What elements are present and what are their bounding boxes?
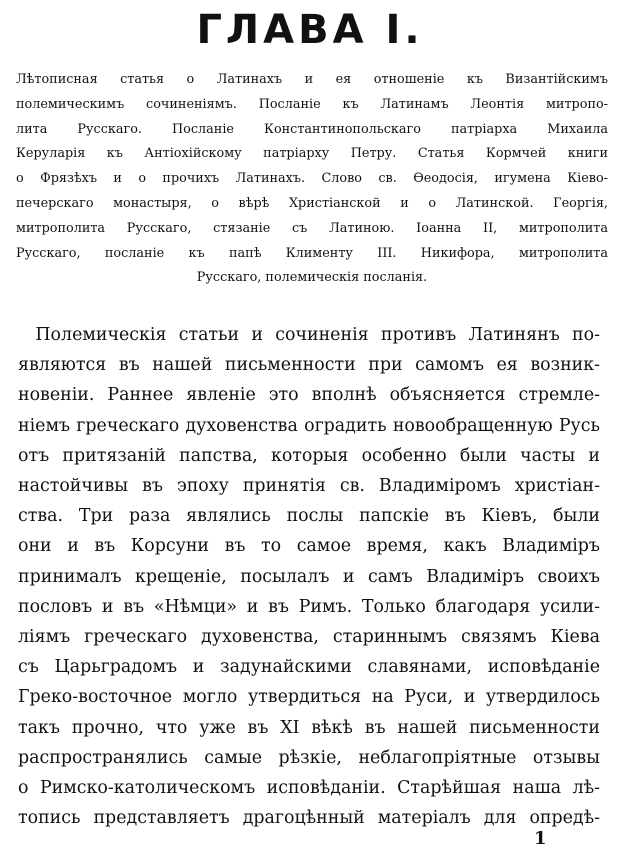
body-line: съ Царьградомъ и задунайскими славянами, исповѣданіе [18,657,600,678]
summary-line: Керуларія къ Антіохійскому патріарху Петру. Статья Кормчей книги [16,146,608,162]
summary-line: Лѣтописная статья о Латинахъ и ея отношеніе къ Византійскимъ [16,72,608,87]
body-line: топись представляетъ драгоцѣнный матеріалъ для опредѣ- [18,808,600,829]
summary-line: Русскаго, полемическія посланія. [196,270,428,286]
body-line: новеніи. Раннее явленіе это вполнѣ объясняется стремле- [18,385,600,406]
summary-line: лита Русскаго. Посланіе Константинопольскаго патріарха Михаила [16,121,608,137]
summary-line: о Фрязѣхъ и о прочихъ Латинахъ. Слово св. Ѳеодосія, игумена Кіево- [16,171,608,187]
body-line: ліямъ греческаго духовенства, стариннымъ связямъ Кіева [18,627,600,648]
body-line: ства. Три раза являлись послы папскіе въ Кіевъ, были [18,506,600,527]
body-line: Полемическія статьи и сочиненія противъ Латинянъ по- [18,325,600,345]
summary-line: Русскаго, посланіе къ папѣ Клименту III. Никифора, митрополита [16,245,608,261]
body-line: они и въ Корсуни въ то самое время, какъ Владиміръ [18,536,600,557]
summary-line: печерскаго монастыря, о вѣрѣ Христіанской и о Латинской. Георгія, [16,195,608,211]
body-line: ніемъ греческаго духовенства оградить новообращенную Русь [18,415,600,436]
page-number: 1 [534,828,547,849]
body-line: являются въ нашей письменности при самомъ ея возник- [18,355,600,376]
body-line: настойчивы въ эпоху принятія св. Владиміромъ христіан- [18,476,600,497]
body-paragraph [18,320,600,833]
chapter-title: ГЛАВА I. [196,7,424,53]
chapter-summary [16,68,608,291]
body-line: принималъ крещеніе, посылалъ и самъ Владиміръ своихъ [18,566,600,587]
summary-line: полемическимъ сочиненіямъ. Посланіе къ Латинамъ Леонтія митропо- [16,96,608,112]
body-line: такъ прочно, что уже въ XI вѣкѣ въ нашей письменности [18,717,600,738]
body-line: отъ притязаній папства, которыя особенно были часты и [18,445,600,466]
body-line: Греко-восточное могло утвердиться на Руси, и утвердилось [18,687,600,708]
body-line: пословъ и въ «Нѣмци» и въ Римъ. Только благодаря усили- [18,596,600,617]
summary-line: митрополита Русскаго, стязаніе съ Латиною. Іоанна II, митрополита [16,220,608,236]
body-line: о Римско-католическомъ исповѣданіи. Старѣйшая наша лѣ- [18,778,600,799]
body-line: распространялись самые рѣзкіе, неблагопріятные отзывы [18,747,600,768]
